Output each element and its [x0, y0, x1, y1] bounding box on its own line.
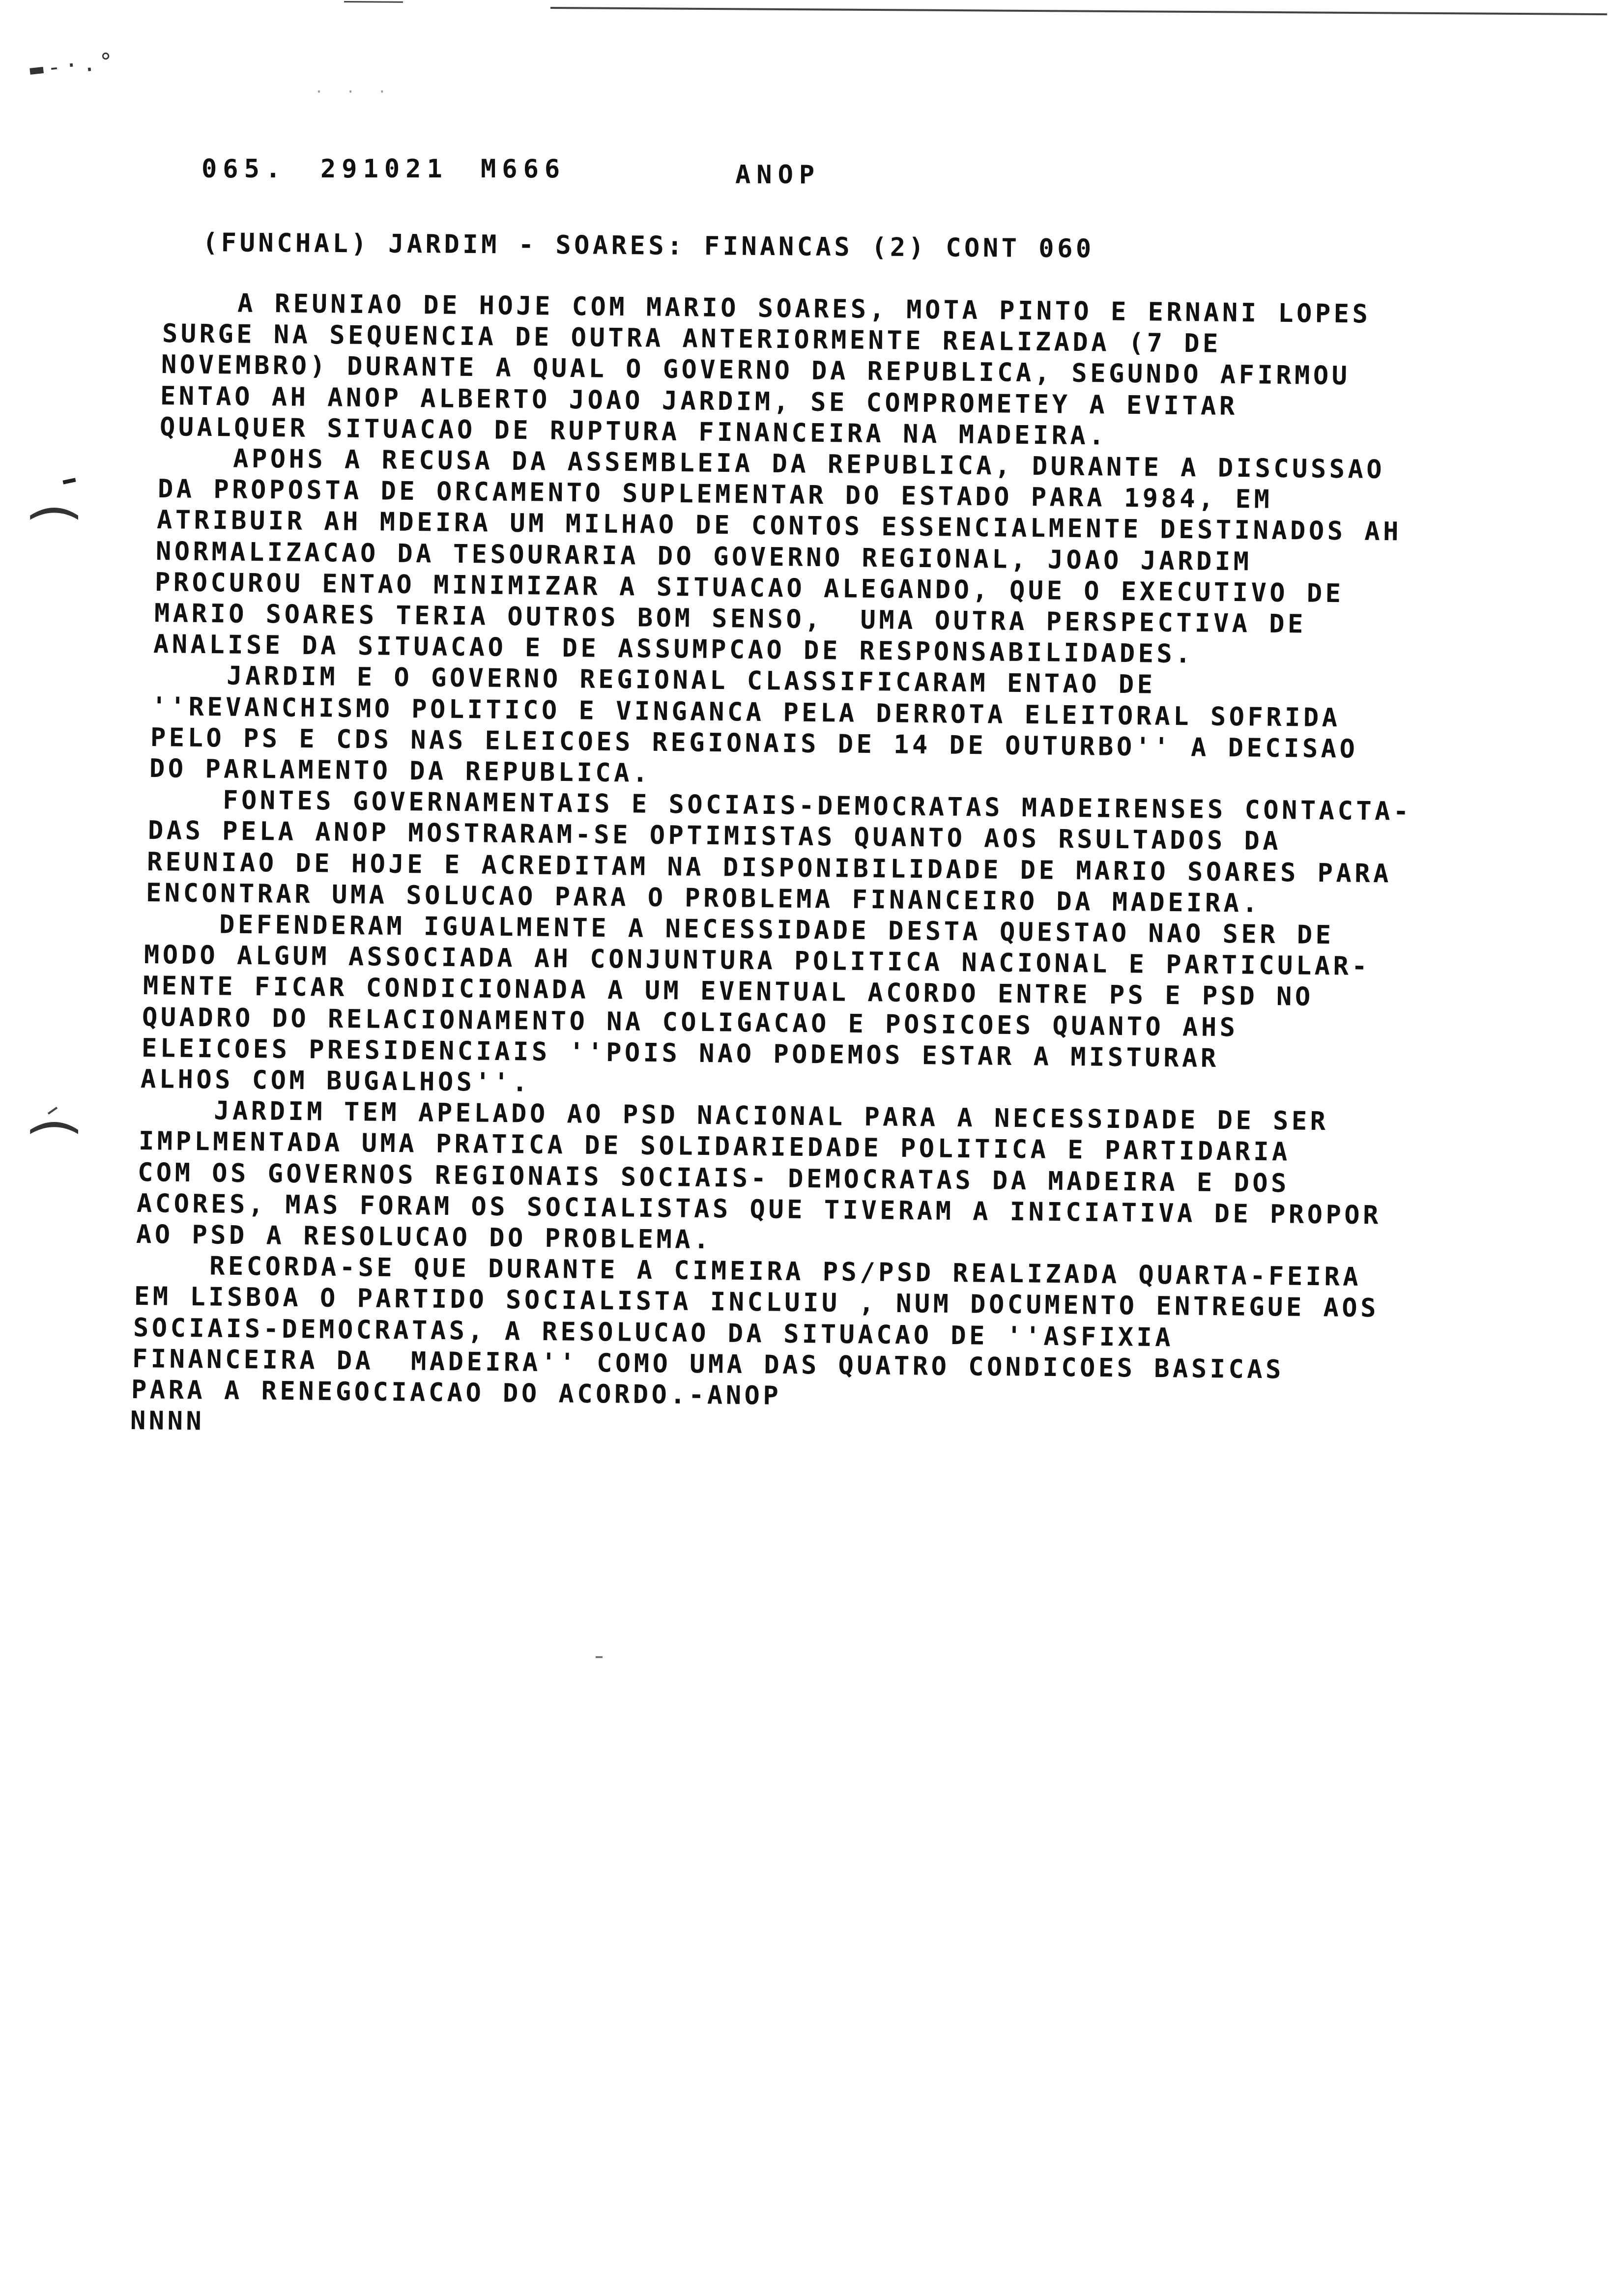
body-line: PELO PS E CDS NAS ELEICOES REGIONAIS DE 14 DE OUTURBO'' A DECISAO — [150, 723, 1358, 764]
scan-artifact-specks: ▬-·.° — [28, 47, 118, 83]
message-code: M666 — [481, 154, 566, 184]
scan-artifact-line — [344, 1, 403, 3]
body-line: MODO ALGUM ASSOCIADA AH CONJUNTURA POLITICA NACIONAL E PARTICULAR- — [144, 940, 1371, 981]
body-line: ALHOS COM BUGALHOS''. — [140, 1064, 531, 1098]
margin-bracket-mark: ( — [24, 1117, 87, 1139]
body-line: NNNN — [130, 1406, 205, 1436]
body-line: MENTE FICAR CONDICIONADA A UM EVENTUAL ACORDO ENTRE PS E PSD NO — [143, 971, 1314, 1012]
body-line: PROCUROU ENTAO MINIMIZAR A SITUACAO ALEGANDO, QUE O EXECUTIVO DE — [154, 568, 1344, 609]
body-line: QUALQUER SITUACAO DE RUPTURA FINANCEIRA NA MADEIRA. — [159, 412, 1108, 451]
body-line: ELEICOES PRESIDENCIAIS ''POIS NAO PODEMOS ESTAR A MISTURAR — [141, 1033, 1219, 1074]
scan-artifact-line — [550, 7, 1607, 15]
body-line: SOCIAIS-DEMOCRATAS, A RESOLUCAO DA SITUACAO DE ''ASFIXIA — [133, 1313, 1174, 1353]
body-line: ACORES, MAS FORAM OS SOCIALISTAS QUE TIVERAM A INICIATIVA DE PROPOR — [136, 1189, 1382, 1231]
body-line: A REUNIAO DE HOJE COM MARIO SOARES, MOTA PINTO E ERNANI LOPES — [163, 288, 1371, 329]
body-line: COM OS GOVERNOS REGIONAIS SOCIAIS- DEMOCRATAS DA MADEIRA E DOS — [137, 1158, 1290, 1199]
margin-bracket-mark: ( — [24, 503, 87, 524]
body-line: FONTES GOVERNAMENTAIS E SOCIAIS-DEMOCRATAS MADEIRENSES CONTACTA- — [148, 785, 1412, 827]
slug-line: (FUNCHAL) JARDIM - SOARES: FINANCAS (2) CONT 060 — [202, 228, 1094, 264]
body-line: ENTAO AH ANOP ALBERTO JOAO JARDIM, SE COMPROMETEY A EVITAR — [160, 381, 1238, 422]
body-line: QUADRO DO RELACIONAMENTO NA COLIGACAO E POSICOES QUANTO AHS — [142, 1003, 1238, 1043]
body-line: NORMALIZACAO DA TESOURARIA DO GOVERNO REGIONAL, JOAO JARDIM — [155, 537, 1252, 577]
body-line: RECORDA-SE QUE DURANTE A CIMEIRA PS/PSD REALIZADA QUARTA-FEIRA — [135, 1251, 1362, 1292]
margin-tick — [48, 1107, 58, 1115]
body-line: ''REVANCHISMO POLITICO E VINGANCA PELA DERROTA ELEITORAL SOFRIDA — [151, 692, 1341, 733]
body-line: IMPLMENTADA UMA PRATICA DE SOLIDARIEDADE POLITICA E PARTIDARIA — [138, 1126, 1291, 1167]
body-line: EM LISBOA O PARTIDO SOCIALISTA INCLUIU , NUM DOCUMENTO ENTREGUE AOS — [134, 1282, 1380, 1323]
agency-name: ANOP — [735, 160, 821, 190]
body-line: DO PARLAMENTO DA REPUBLICA. — [149, 754, 652, 788]
body-line: ENCONTRAR UMA SOLUCAO PARA O PROBLEMA FINANCEIRO DA MADEIRA. — [145, 878, 1261, 918]
body-line: REUNIAO DE HOJE E ACREDITAM NA DISPONIBILIDADE DE MARIO SOARES PARA — [146, 847, 1392, 889]
message-time-code: 291021 — [320, 154, 448, 184]
body-line: MARIO SOARES TERIA OUTROS BOM SENSO, UMA OUTRA PERSPECTIVA DE — [154, 599, 1307, 639]
message-number: 065. — [202, 154, 287, 184]
body-line: JARDIM E O GOVERNO REGIONAL CLASSIFICARAM ENTAO DE — [152, 660, 1156, 700]
body-line: DA PROPOSTA DE ORCAMENTO SUPLEMENTAR DO ESTADO PARA 1984, EM — [157, 474, 1273, 515]
body-line: DEFENDERAM IGUALMENTE A NECESSIDADE DESTA QUESTAO NAO SER DE — [144, 909, 1334, 950]
body-line: ANALISE DA SITUACAO E DE ASSUMPCAO DE RESPONSABILIDADES. — [153, 630, 1194, 669]
scan-artifact-dash — [596, 1656, 603, 1658]
body-line: ATRIBUIR AH MDEIRA UM MILHAO DE CONTOS ESSENCIALMENTE DESTINADOS AH — [156, 505, 1402, 547]
body-line: FINANCEIRA DA MADEIRA'' COMO UMA DAS QUATRO CONDICOES BASICAS — [132, 1344, 1285, 1385]
margin-tick — [62, 478, 76, 484]
body-line: DAS PELA ANOP MOSTRARAM-SE OPTIMISTAS QUANTO AOS RSULTADOS DA — [147, 816, 1282, 857]
body-line: PARA A RENEGOCIACAO DO ACORDO.-ANOP — [131, 1375, 782, 1411]
body-line: SURGE NA SEQUENCIA DE OUTRA ANTERIORMENTE REALIZADA (7 DE — [162, 319, 1222, 359]
body-line: AO PSD A RESOLUCAO DO PROBLEMA. — [136, 1220, 713, 1255]
body-line: JARDIM TEM APELADO AO PSD NACIONAL PARA A NECESSIDADE DE SER — [139, 1095, 1329, 1137]
body-line: APOHS A RECUSA DA ASSEMBLEIA DA REPUBLICA, DURANTE A DISCUSSAO — [158, 443, 1385, 485]
scan-artifact-dots: · · · — [315, 84, 394, 101]
body-line: NOVEMBRO) DURANTE A QUAL O GOVERNO DA REPUBLICA, SEGUNDO AFIRMOU — [161, 350, 1351, 391]
